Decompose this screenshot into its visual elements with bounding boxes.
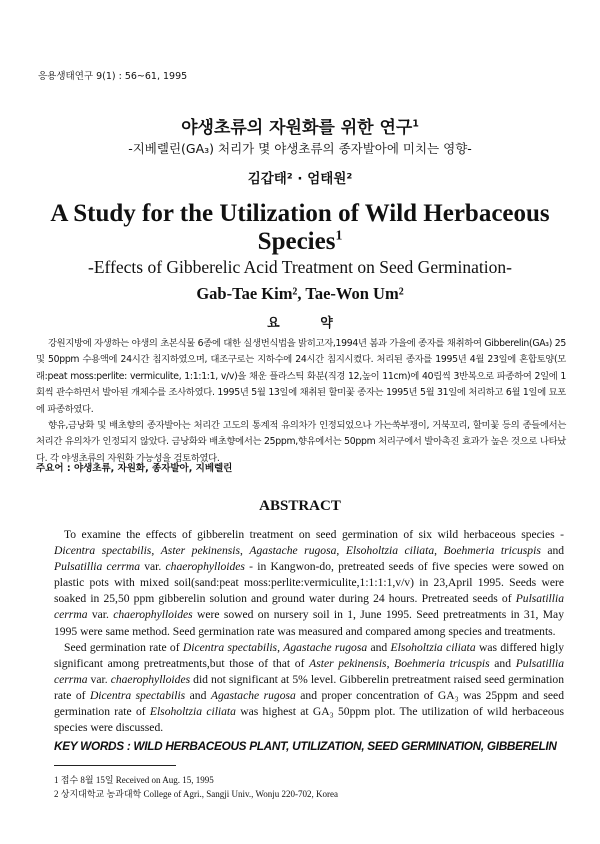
english-authors: Gab-Tae Kim², Tae-Won Um² [196, 284, 404, 303]
species-name: Agastache rugosa [283, 640, 368, 654]
english-title-line2 [0, 228, 600, 256]
species-name: Pulsatillia cerrma [54, 560, 141, 574]
footnote-1: 1 접수 8월 15일 Received on Aug. 15, 1995 [54, 775, 214, 785]
korean-authors: 김갑태² · 엄태원² [247, 171, 353, 187]
abstract-text: and proper concentration of GA₃ was 25ppm and seed germination rate of [54, 688, 565, 719]
abstract-text: did not significant at 5% level. Gibberelin pretreatment raised seed germination rate of [54, 672, 565, 702]
species-name: Elsoholtzia ciliata [390, 640, 476, 654]
abstract-text: To examine the effects of gibberelin treatment on seed germination of six wild herbaceous species - [64, 528, 564, 541]
korean-subtitle: -지베렐린(GA₃) 처리가 몇 야생초류의 종자발아에 미치는 영향- [128, 141, 472, 156]
abstract-text: , [151, 544, 161, 558]
abstract-text: , [336, 544, 346, 558]
summary-paragraph: 강원지방에 자생하는 야생의 초본식물 6종에 대한 실생번식법을 밝히고자,1994년 봄과 가을에 종자를 채취하여 Gibberelin(GA₃) 25 및 50ppm 수용액에 24시간 침지하였으며, 대조구로는 지하수에 24시간 침지시켰다. 처리된 종자를 1995년 4월 23일에 혼합토양(모래:peat moss:perlite: vermiculite, 1:1:1:1, v/v)을 채운 플라스틱 화분(직경 12,높이 11cm)에 40립씩 3반복으로 파종하여 2일에 1회씩 관수하면서 발아된 개체수를 조사하였다. 1995년 5월 13일에 채취된 할미꽃 종자는 1995년 5월 31일에 처리하고 6월 1일에 묘포에 파종하였다. [36, 338, 566, 415]
species-name: Elsoholtzia ciliata [149, 705, 236, 719]
abstract-text: and [489, 656, 516, 670]
species-name: Aster pekinensis [160, 544, 240, 558]
korean-title [0, 113, 600, 138]
abstract-text: , [239, 544, 250, 558]
english-keywords: KEY WORDS : WILD HERBACEOUS PLANT, UTILIZATION, SEED GERMINATION, GIBBERELIN [54, 739, 557, 753]
species-name: Dicentra spectabilis [89, 688, 186, 702]
footnote-2: 2 상지대학교 농과대학 College of Agri., Sangji Univ., Wonju 220-702, Korea [54, 789, 338, 799]
abstract-text: , [277, 640, 284, 654]
journal-citation: 응용생태연구 9(1) : 56~61, 1995 [38, 71, 188, 82]
abstract-text: was differed higly significant among pretreatments,but those of that of [54, 640, 565, 670]
species-name: Pulsatillia cerrma [54, 592, 564, 622]
species-name: Aster pekinensis [309, 656, 387, 670]
title-footnote-mark: 1 [412, 118, 419, 130]
korean-title-text: 야생초류의 자원화를 위한 연구 [181, 118, 413, 138]
footnote-divider [54, 765, 176, 766]
abstract-paragraph [54, 527, 564, 640]
english-title-line2-text: Species [257, 228, 336, 255]
abstract-text: and [185, 688, 211, 702]
english-subtitle: -Effects of Gibberelic Acid Treatment on Seed Germination- [88, 257, 512, 277]
abstract-text: var. [87, 672, 111, 686]
abstract-text: was highest at GA₃ 50ppm plot. The utilization of wild herbaceous species were discussed. [54, 705, 565, 735]
english-title-line1: A Study for the Utilization of Wild Herbaceous [50, 200, 550, 227]
abstract-body [54, 527, 564, 736]
abstract-text: were sowed on nursery soil in 1, June 1995. Seed pretreatments in 31, May 1995 were same method. Seed germination rate was measured and compared among species and treatments. [54, 608, 564, 638]
species-name: Boehmeria tricuspis [394, 656, 490, 670]
english-title [0, 200, 600, 256]
abstract-paragraph [54, 640, 564, 737]
abstract-text: and [367, 640, 391, 654]
species-name: Elsoholtzia ciliata [345, 544, 435, 558]
species-name: Agastache rugosa [249, 544, 337, 558]
abstract-text: var. [87, 608, 114, 622]
species-name: chaerophylloides [110, 672, 191, 686]
species-name: chaerophylloides [113, 608, 193, 622]
species-name: Dicentra spectabilis [182, 640, 278, 654]
summary-heading: 요 약 [267, 316, 351, 331]
species-name: Agastache rugosa [210, 688, 296, 702]
korean-keywords: 주요어 : 야생초류, 자원화, 종자발아, 지베렐린 [36, 463, 233, 474]
korean-summary [36, 336, 566, 467]
abstract-text: - in Kangwon-do, pretreated seeds of five species were sowed on plastic pots with mixed soil(sand:peat moss:perlite:vermiculite,1:1:1:1,v/v) in 23,April 1995. Seeds were soaked in 25,50 ppm gibberelin solution and ground water during 24 hours. Pretreated seeds of [54, 560, 564, 606]
abstract-heading: ABSTRACT [259, 498, 341, 514]
abstract-text: and [540, 544, 565, 558]
abstract-text: Seed germination rate of [64, 640, 183, 654]
english-title-footnote-mark: 1 [335, 227, 343, 243]
abstract-text: , [386, 656, 395, 670]
species-name: Dicentra spectabilis [54, 544, 152, 558]
species-name: Boehmeria tricuspis [443, 544, 541, 558]
summary-paragraph: 향유,금낭화 및 배초향의 종자발아는 처리간 고도의 통계적 유의차가 인정되었으나 가는쑥부쟁이, 거북꼬리, 할미꽃 등의 종들에서는 처리간 유의차가 인정되지 않았다. 금낭화와 배초향에서는 25ppm,향유에서는 50ppm 처리구에서 발아촉진 효과가 높은 것으로 나타났다. 각 야생초류의 자원화 가능성을 검토하였다. [36, 420, 566, 464]
species-name: Pulsatillia cerrma [54, 656, 564, 686]
abstract-text: , [434, 544, 444, 558]
species-name: chaerophylloides [165, 560, 245, 574]
abstract-text: var. [140, 560, 166, 574]
